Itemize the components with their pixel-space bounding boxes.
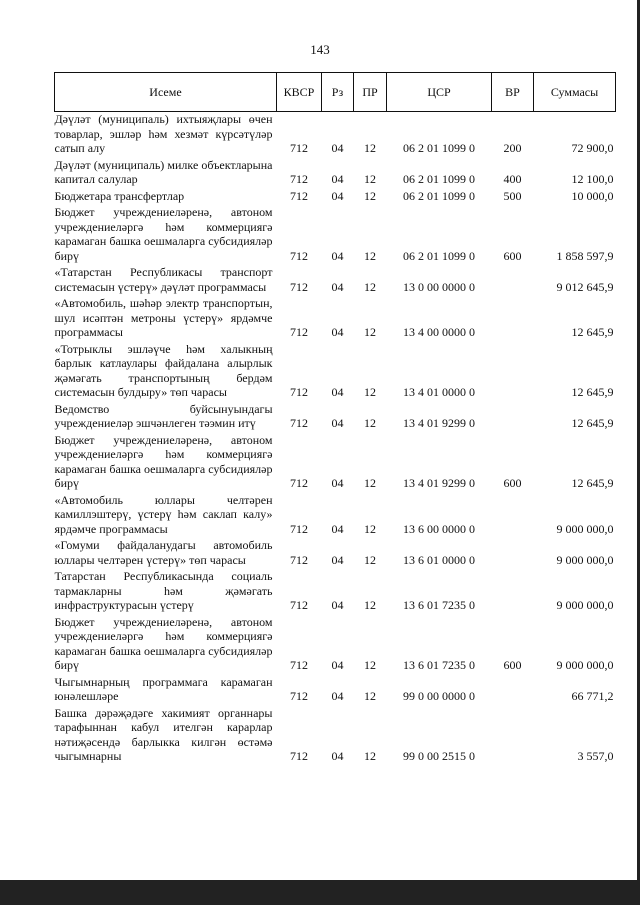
cell-name: Бюджетара трансфертлар — [54, 188, 185, 203]
cell-kvsr: 712 — [290, 552, 308, 567]
cell-kvsr: 712 — [290, 325, 308, 339]
cell-csr: 99 0 00 0000 0 — [403, 689, 475, 703]
cell-sum: 9 000 000,0 — [556, 521, 614, 536]
table-row — [55, 265, 616, 296]
cell-pr: 12 — [364, 141, 376, 155]
cell-name: Бюджет учреждениеләренә, автоном учреждениеләргә һәм коммерциягә карамаган башка оешмаларга субсидияләр бирү — [54, 614, 273, 672]
cell-rz: 04 — [331, 325, 344, 339]
cell-vr: 500 — [503, 188, 522, 203]
cell-vr — [492, 706, 534, 766]
cell-name: Чыгымнарның программага карамаган юнәлешләре — [54, 674, 273, 703]
cell-csr: 13 4 00 0000 0 — [403, 325, 475, 339]
cell-vr — [492, 675, 534, 706]
cell-vr — [492, 538, 534, 569]
cell-csr: 06 2 01 1099 0 — [403, 188, 475, 203]
cell-kvsr: 712 — [290, 416, 308, 430]
cell-vr: 600 — [503, 658, 522, 672]
cell-csr: 13 6 01 0000 0 — [403, 552, 475, 567]
cell-pr: 12 — [364, 658, 376, 672]
cell-sum: 12 100,0 — [571, 172, 614, 186]
cell-kvsr: 712 — [290, 689, 308, 703]
scan-bottom-band — [0, 880, 640, 905]
cell-kvsr: 712 — [290, 385, 308, 399]
cell-kvsr: 712 — [290, 248, 308, 263]
cell-vr — [492, 296, 534, 342]
cell-pr: 12 — [364, 172, 376, 186]
cell-name: «Тотрыклы эшләүче һәм халыкның барлык катлаулары файдалана алырлык җәмәгать транспортының бердәм системасын булдыру» төп чарасы — [54, 341, 273, 399]
cell-rz: 04 — [331, 188, 344, 203]
cell-sum: 12 645,9 — [571, 416, 614, 430]
cell-kvsr: 712 — [290, 476, 308, 490]
table-row — [55, 493, 616, 539]
cell-rz: 04 — [331, 385, 344, 399]
cell-name: «Гомуми файдаланудагы автомобиль юллары челтәрен үстерү» төп чарасы — [54, 538, 273, 567]
cell-vr: 600 — [503, 476, 522, 490]
cell-rz: 04 — [331, 141, 344, 155]
cell-rz: 04 — [331, 749, 344, 763]
cell-pr: 12 — [364, 188, 376, 203]
header-rz: Рз — [322, 73, 354, 112]
table-row — [55, 569, 616, 615]
cell-csr: 13 4 01 0000 0 — [403, 385, 475, 399]
table-row — [55, 189, 616, 206]
cell-csr: 13 6 00 0000 0 — [403, 521, 475, 536]
header-sum: Суммасы — [534, 73, 616, 112]
header-kvsr: КВСР — [277, 73, 322, 112]
cell-pr: 12 — [364, 248, 376, 263]
cell-pr: 12 — [364, 749, 376, 763]
cell-csr: 99 0 00 2515 0 — [403, 749, 475, 763]
cell-pr: 12 — [364, 325, 376, 339]
cell-pr: 12 — [364, 521, 376, 536]
table-row — [55, 433, 616, 493]
cell-name: Бюджет учреждениеләренә, автоном учреждениеләргә һәм коммерциягә карамаган башка оешмаларга субсидияләр бирү — [54, 432, 273, 490]
cell-csr: 13 4 01 9299 0 — [403, 416, 475, 430]
budget-table — [54, 72, 616, 766]
table-header-row — [55, 73, 616, 112]
cell-rz: 04 — [331, 552, 344, 567]
table-row — [55, 706, 616, 766]
cell-rz: 04 — [331, 172, 344, 186]
table-row — [55, 675, 616, 706]
cell-rz: 04 — [331, 689, 344, 703]
cell-csr: 06 2 01 1099 0 — [403, 141, 475, 155]
cell-vr — [492, 265, 534, 296]
cell-pr: 12 — [364, 689, 376, 703]
header-vr: ВР — [492, 73, 534, 112]
cell-pr: 12 — [364, 385, 376, 399]
cell-name: «Автомобиль, шәһәр электр транспортын, шул исәптән метроны үстерү» ярдәмче программасы — [54, 296, 273, 339]
cell-kvsr: 712 — [290, 658, 308, 672]
cell-sum: 72 900,0 — [571, 141, 614, 155]
cell-pr: 12 — [364, 552, 376, 567]
cell-kvsr: 712 — [290, 279, 308, 294]
cell-rz: 04 — [331, 598, 344, 612]
cell-rz: 04 — [331, 248, 344, 263]
cell-csr: 13 4 01 9299 0 — [403, 476, 475, 490]
cell-pr: 12 — [364, 598, 376, 612]
cell-csr: 13 6 01 7235 0 — [403, 658, 475, 672]
cell-vr — [492, 402, 534, 433]
cell-sum: 9 000 000,0 — [556, 658, 614, 672]
table-row — [55, 158, 616, 189]
cell-kvsr: 712 — [290, 749, 308, 763]
cell-sum: 1 858 597,9 — [556, 248, 614, 263]
page-number: 143 — [310, 42, 330, 57]
table-row — [55, 538, 616, 569]
cell-sum: 9 012 645,9 — [556, 279, 614, 294]
cell-vr — [492, 569, 534, 615]
cell-kvsr: 712 — [290, 188, 308, 203]
cell-name: Бюджет учреждениеләренә, автоном учреждениеләргә һәм коммерциягә карамаган башка оешмаларга субсидияләр бирү — [54, 205, 273, 263]
cell-sum: 12 645,9 — [571, 385, 614, 399]
table-row — [55, 615, 616, 675]
cell-rz: 04 — [331, 658, 344, 672]
cell-sum: 12 645,9 — [571, 476, 614, 490]
cell-kvsr: 712 — [290, 172, 308, 186]
table-row — [55, 296, 616, 342]
cell-csr: 06 2 01 1099 0 — [403, 248, 475, 263]
cell-pr: 12 — [364, 279, 376, 294]
cell-name: Дәүләт (муниципаль) ихтыяҗлары өчен товарлар, эшләр һәм хезмәт күрсәтүләр сатып алу — [54, 112, 273, 155]
cell-rz: 04 — [331, 416, 344, 430]
cell-sum: 3 557,0 — [577, 749, 614, 763]
cell-vr — [492, 493, 534, 539]
cell-name: Дәүләт (муниципаль) милке объектларына капитал салулар — [54, 157, 273, 186]
cell-rz: 04 — [331, 521, 344, 536]
header-csr: ЦСР — [387, 73, 492, 112]
cell-name: Татарстан Республикасында социаль тармакларны һәм җәмәгать инфраструктурасын үстерү — [54, 569, 273, 612]
cell-pr: 12 — [364, 416, 376, 430]
cell-sum: 12 645,9 — [571, 325, 614, 339]
table-row — [55, 112, 616, 158]
header-name: Исеме — [55, 73, 277, 112]
cell-vr — [492, 342, 534, 402]
cell-kvsr: 712 — [290, 521, 308, 536]
cell-kvsr: 712 — [290, 598, 308, 612]
cell-csr: 13 6 01 7235 0 — [403, 598, 475, 612]
cell-sum: 10 000,0 — [571, 188, 614, 203]
cell-sum: 9 000 000,0 — [556, 552, 614, 567]
cell-name: «Автомобиль юллары челтәрен камиллэштерү, үстерү һәм саклап калу» ярдәмче программасы — [54, 492, 273, 536]
cell-vr: 400 — [503, 172, 522, 186]
cell-sum: 9 000 000,0 — [556, 598, 614, 612]
cell-rz: 04 — [331, 476, 344, 490]
cell-csr: 06 2 01 1099 0 — [403, 172, 475, 186]
table-row — [55, 205, 616, 265]
table-row — [55, 402, 616, 433]
cell-vr: 200 — [503, 141, 522, 155]
cell-vr: 600 — [503, 248, 522, 263]
cell-rz: 04 — [331, 279, 344, 294]
cell-pr: 12 — [364, 476, 376, 490]
cell-kvsr: 712 — [290, 141, 308, 155]
cell-csr: 13 0 00 0000 0 — [403, 279, 475, 294]
header-pr: ПР — [354, 73, 387, 112]
cell-sum: 66 771,2 — [571, 689, 614, 703]
cell-name: «Татарстан Республикасы транспорт системасын үстерү» дәүләт программасы — [54, 265, 273, 294]
table-row — [55, 342, 616, 402]
cell-name: Ведомство буйсынуындагы учреждениеләр эшчәнлеген тәэмин итү — [54, 401, 273, 430]
cell-name: Башка дәрәҗәдәге хакимият органнары тарафыннан кабул ителгән карарлар нәтиҗәсендә барлыкка килгән өстәмә чыгымнарны — [54, 705, 273, 763]
